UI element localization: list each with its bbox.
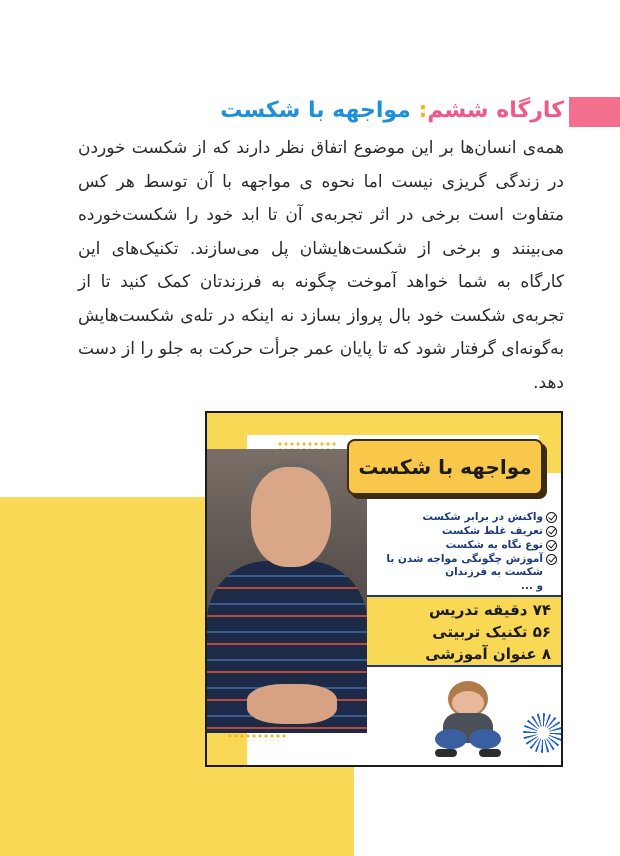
checklist-item bbox=[373, 511, 557, 524]
instructor-photo bbox=[207, 449, 367, 733]
checklist-item-text: تعریف غلط شکست bbox=[441, 525, 543, 537]
heading-accent-bar bbox=[569, 97, 620, 127]
checklist-item-text: آموزش چگونگی مواجه شدن با شکست به فرزندان bbox=[386, 553, 543, 578]
poster-top-strip bbox=[207, 413, 561, 435]
poster-stats bbox=[367, 595, 563, 667]
check-circle-icon bbox=[546, 512, 557, 523]
body-paragraph: همه‌ی انسان‌ها بر این موضوع اتفاق نظر دارند که از شکست خوردن در زندگی گریزی نیست اما نحوه ی مواجهه با آن توسط هر کس متفاوت است برخی در اثر تجربه‌ی آن تا ابد خود را شکست‌خورده می‌بینند و برخی از شکست‌هایشان پل می‌سازند. تکنیک‌های این کارگاه به شما خواهد آموخت چگونه به فرزندتان کمک کنید تا از تجربه‌ی شکست خود بال پرواز بسازد نه اینکه در تله‌ی شکست‌هایش به‌گونه‌ای گرفتار شود که تا پایان عمر جرأت حرکت به جلو را از دست دهد. bbox=[78, 138, 564, 393]
checklist-item bbox=[373, 580, 557, 593]
checklist-item-text: و ... bbox=[520, 580, 543, 592]
photo-hands bbox=[247, 684, 337, 724]
checklist-item-text: نوع نگاه به شکست bbox=[445, 539, 543, 551]
photo-face bbox=[251, 467, 331, 567]
checklist-item bbox=[373, 539, 557, 552]
check-circle-icon bbox=[546, 526, 557, 537]
poster-checklist bbox=[373, 511, 557, 594]
sad-boy-illustration bbox=[421, 669, 515, 765]
checklist-item bbox=[373, 553, 557, 579]
check-circle-icon bbox=[546, 554, 557, 565]
section-heading bbox=[0, 97, 620, 129]
heading-separator: : bbox=[418, 98, 428, 123]
checklist-item-text: واکنش در برابر شکست bbox=[422, 511, 543, 523]
check-circle-icon bbox=[546, 540, 557, 551]
heading-label: کارگاه ششم bbox=[427, 98, 564, 123]
stat-teaching-minutes: ۷۴ دقیقه تدریس bbox=[428, 601, 551, 619]
heading-text bbox=[220, 98, 564, 123]
stat-topics: ۸ عنوان آموزشی bbox=[425, 645, 551, 663]
workshop-poster bbox=[205, 411, 563, 767]
stat-techniques: ۵۶ تکنیک تربیتی bbox=[432, 623, 551, 641]
checklist-item bbox=[373, 525, 557, 538]
heading-topic: مواجهه با شکست bbox=[220, 98, 411, 123]
decorative-burst bbox=[523, 713, 563, 753]
poster-headline: مواجهه با شکست bbox=[347, 439, 543, 495]
